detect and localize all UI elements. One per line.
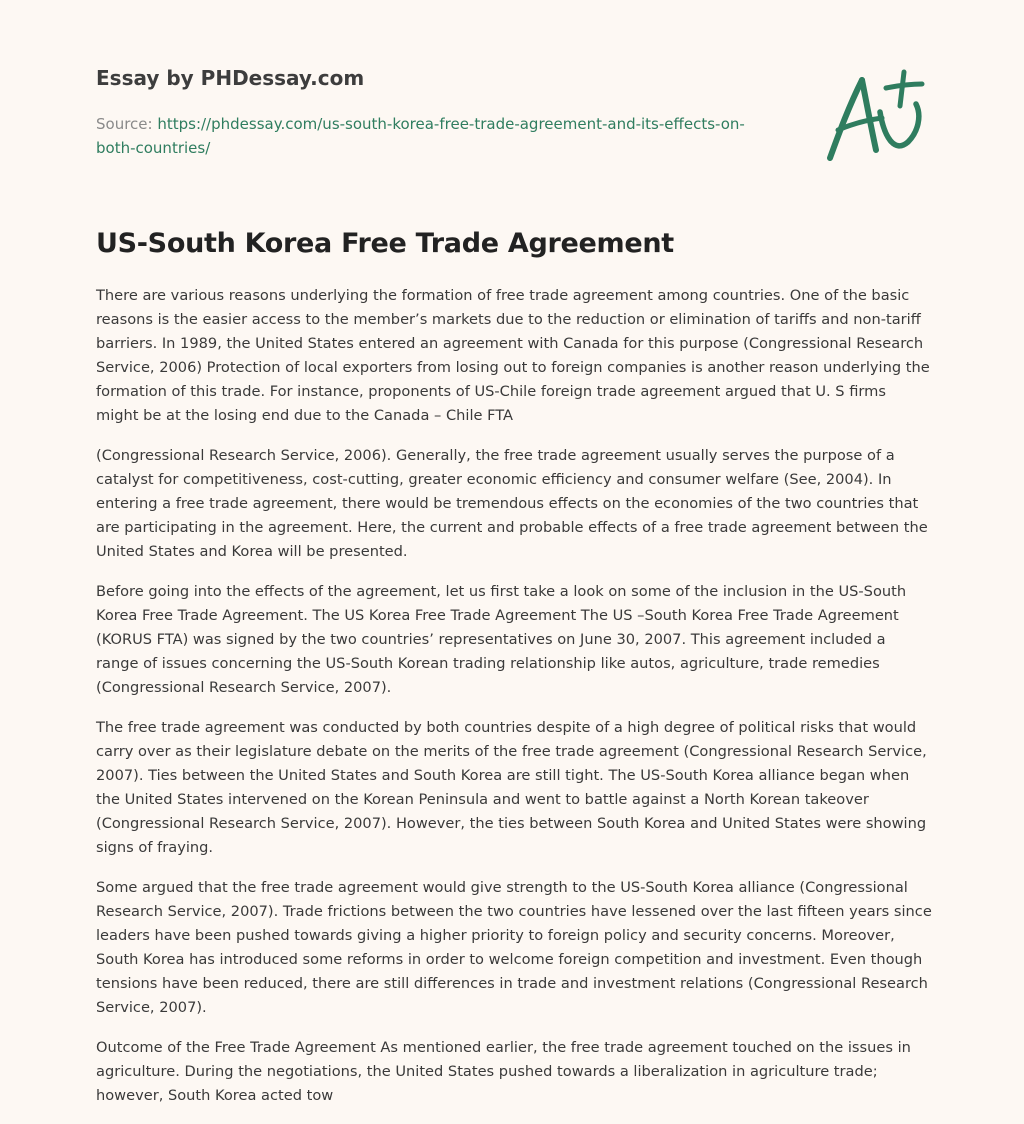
a-plus-grade-icon: [818, 66, 930, 166]
essay-paragraph: Some argued that the free trade agreement would give strength to the US-South Korea alliance (Congressional Research Service, 2007). Trade frictions between the two countries have lessened over the last fifteen years since leaders have been pushed towards giving a higher priority to foreign policy and security concerns. Moreover, South Korea has introduced some reforms in order to welcome foreign competition and investment. Even though tensions have been reduced, there are still differences in trade and investment relations (Congressional Research Service, 2007).: [96, 879, 932, 1016]
source-link[interactable]: [96, 115, 745, 157]
essay-paragraph: Before going into the effects of the agreement, let us first take a look on some of the inclusion in the US-South Korea Free Trade Agreement. The US Korea Free Trade Agreement The US –South Korea Free Trade Agreement (KORUS FTA) was signed by the two countries’ representatives on June 30, 2007. This agreement included a range of issues concerning the US-South Korean trading relationship like autos, agriculture, trade remedies (Congressional Research Service, 2007).: [96, 583, 907, 696]
page-header: [96, 64, 796, 160]
source-label: Source:: [96, 115, 158, 133]
source-link-line2: both-countries/: [96, 139, 211, 157]
essay-paragraph: (Congressional Research Service, 2006). Generally, the free trade agreement usually serves the purpose of a catalyst for competitiveness, cost-cutting, greater economic efficiency and consumer welfare (See, 2004). In entering a free trade agreement, there would be tremendous effects on the economies of the two countries that are participating in the agreement. Here, the current and probable effects of a free trade agreement between the United States and Korea will be presented.: [96, 447, 928, 560]
essay-paragraph: There are various reasons underlying the formation of free trade agreement among countries. One of the basic reasons is the easier access to the member’s markets due to the reduction or elimination of tariffs and non-tariff barriers. In 1989, the United States entered an agreement with Canada for this purpose (Congressional Research Service, 2006) Protection of local exporters from losing out to foreign companies is another reason underlying the formation of this trade. For instance, proponents of US-Chile foreign trade agreement argued that U. S firms might be at the losing end due to the Canada – Chile FTA: [96, 287, 930, 424]
essay-body: [96, 284, 932, 1124]
essay-title: US-South Korea Free Trade Agreement: [96, 228, 674, 259]
source-link-line1: https://phdessay.com/us-south-korea-free-trade-agreement-and-its-effects-on-: [157, 115, 745, 133]
essay-paragraph: The free trade agreement was conducted by both countries despite of a high degree of political risks that would carry over as their legislature debate on the merits of the free trade agreement (Congressional Research Service, 2007). Ties between the United States and South Korea are still tight. The US-South Korea alliance began when the United States intervened on the Korean Peninsula and went to battle against a North Korean takeover (Congressional Research Service, 2007). However, the ties between South Korea and United States were showing signs of fraying.: [96, 719, 927, 856]
source-line: [96, 112, 786, 160]
essay-paragraph: Outcome of the Free Trade Agreement As mentioned earlier, the free trade agreement touched on the issues in agriculture. During the negotiations, the United States pushed towards a liberalization in agriculture trade; however, South Korea acted tow: [96, 1039, 911, 1104]
site-title: Essay by PHDessay.com: [96, 66, 365, 90]
